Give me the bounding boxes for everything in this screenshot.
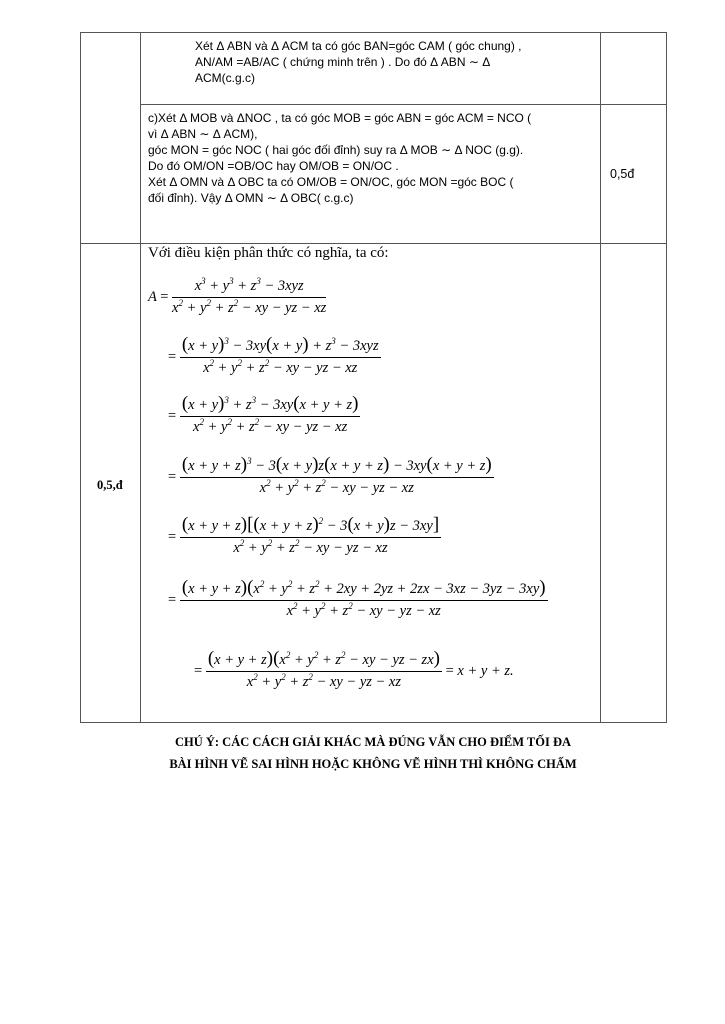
part-c-line: c)Xét Δ MOB và ΔNOC , ta có góc MOB = góc ABN = góc ACM = NCO ( [148,111,532,125]
equation-step-2: = $\frac{(x + y)^3 + z^3 - 3xy(x + y + z)}{x^2 + y^2 + z^2 - xy - yz - xz}$ [168,393,359,435]
equation-a-definition: A = $\frac{x^3 + y^3 + z^3 - 3xyz}{x^2 + y^2 + z^2 - xy - yz - xz}$ [148,276,327,316]
note-line: BÀI HÌNH VẼ SAI HÌNH HOẶC KHÔNG VẼ HÌNH THÌ KHÔNG CHẤM [169,757,577,771]
intro-text: Với điều kiện phân thức có nghĩa, ta có: [148,245,389,261]
part-c-line: góc MON = góc NOC ( hai góc đối đỉnh) suy ra Δ MOB ∼ Δ NOC (g.g). [148,143,524,157]
equation-result: = $\frac{(x + y + z)(x^2 + y^2 + z^2 - xy - yz - zx)}{x^2 + y^2 + z^2 - xy - yz - xz}$ = x + y + z. [194,648,514,690]
part-c-line: Xét Δ OMN và Δ OBC ta có OM/OB = ON/OC, góc MON =góc BOC ( [148,175,514,189]
score-algebra: 0,5,đ [97,478,123,492]
row-divider [600,104,666,105]
column-divider [140,32,141,722]
part-b-line: AN/AM =AB/AC ( chứng minh trên ) . Do đó Δ ABN ∼ Δ [195,55,491,69]
equation-step-5: = $(x + y + z)(x^2 + y^2 + z^2 + 2xy + 2yz + 2zx - 3xz - 3yz - 3xy)$ $x^2 + y^2 + z^2$ − xy − yz − xz [168,577,546,619]
row-divider [80,243,666,244]
equation-step-1: = $\frac{(x + y)^3 - 3xy(x + y) + z^3 - 3xyz}{x^2 + y^2 + z^2 - xy - yz - xz}$ [168,334,379,376]
note-line: CHÚ Ý: CÁC CÁCH GIẢI KHÁC MÀ ĐÚNG VẪN CHO ĐIỂM TỐI ĐA [174,735,572,749]
row-divider [140,104,600,105]
equation-step-4: = $\frac{(x + y + z)[(x + y + z)^2 - 3(x + y)z - 3xy]}{x^2 + y^2 + z^2 - xy - yz - xz}$ [168,514,440,556]
part-c-line: Do đó OM/ON =OB/OC hay OM/OB = ON/OC . [148,159,399,173]
part-c-line: đối đỉnh). Vậy Δ OMN ∼ Δ OBC( c.g.c) [148,191,354,205]
part-b-line: ACM(c.g.c) [195,71,255,85]
column-divider [600,32,601,722]
part-c-line: vì Δ ABN ∼ Δ ACM), [148,127,258,141]
score-part-c: 0,5đ [610,167,635,181]
equation-step-3: = $\frac{(x + y + z)^3 - 3(x + y)z(x + y + z) - 3xy(x + y + z)}{x^2 + y^2 + z^2 - xy - yz - xz}$ [168,454,492,496]
row-divider [80,32,666,33]
part-b-line: Xét Δ ABN và Δ ACM ta có góc BAN=góc CAM ( góc chung) , [195,39,522,53]
